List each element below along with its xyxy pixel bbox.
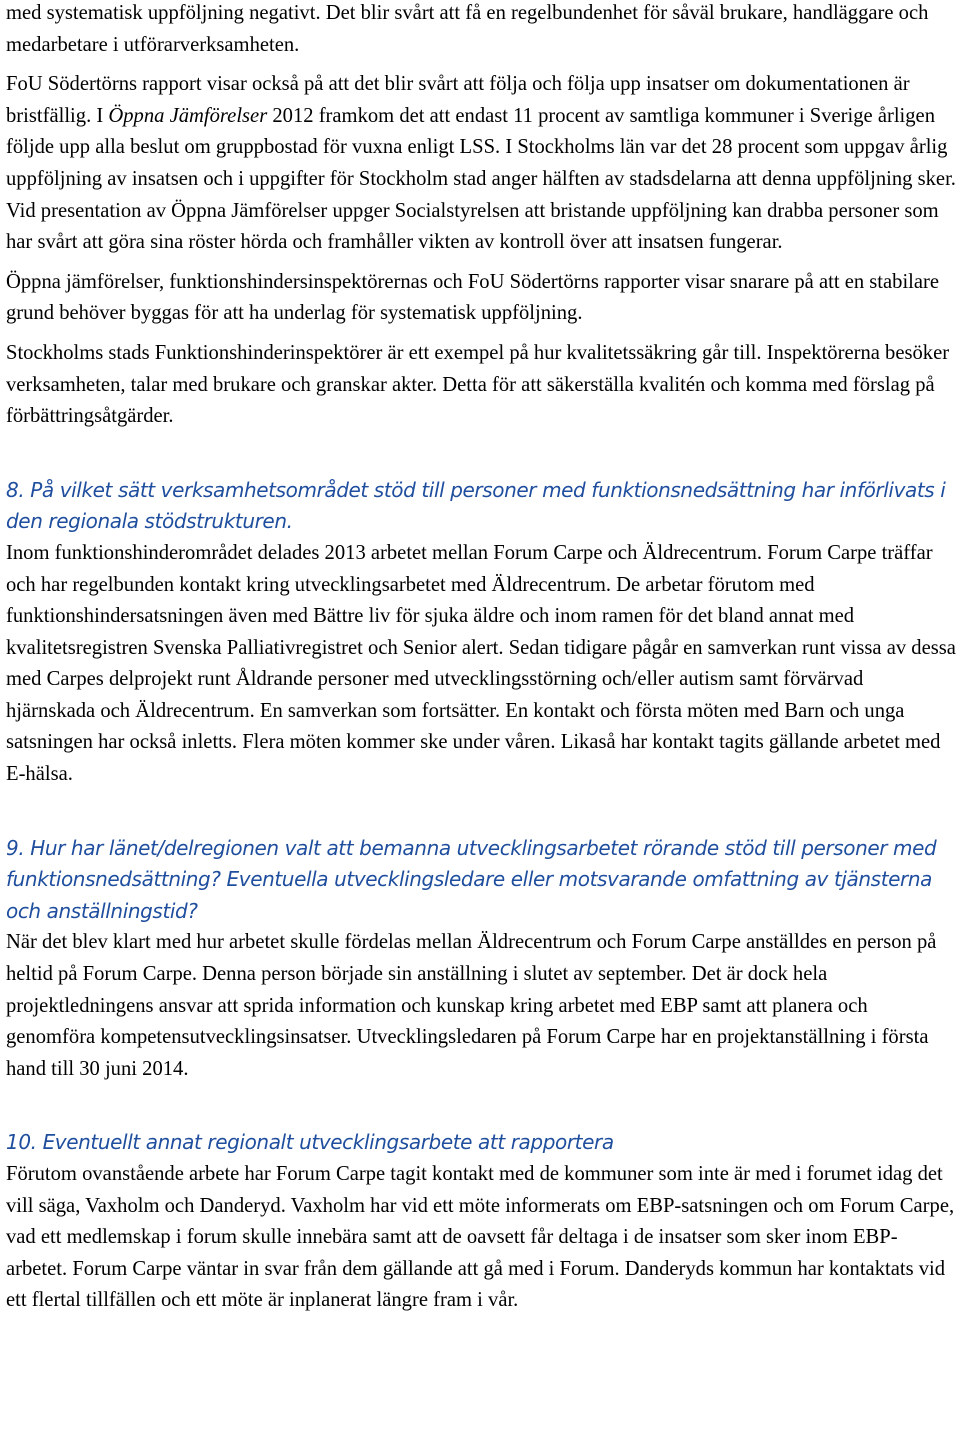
- open-comparisons-emphasis: Öppna Jämförelser: [108, 104, 268, 127]
- section-10-heading: 10. Eventuellt annat regionalt utvecklingsarbete att rapportera: [6, 1130, 614, 1155]
- paragraph-fou-report-text-b: 2012 framkom det att endast 11 procent av samtliga kommuner i Sverige årligen följde upp alla beslut om gruppbostad för vuxna enligt LSS. I Stockholms län var det 28 procent som uppgav årlig uppföljning av insatsen och i uppgifter för Stockholm stad anger hälften av stadsdelarna att denna uppföljning sker. Vid presentation av Öppna Jämförelser uppger Socialstyrelsen att bristande uppföljning kan drabba personer som har svårt att göra sina röster hörda och framhåller vikten av kontroll över att insatsen fungerar.: [6, 104, 956, 254]
- section-8-heading: 8. På vilket sätt verksamhetsområdet stöd till personer med funktionsnedsättning har införlivats i den regionala stödstrukturen.: [6, 477, 946, 534]
- paragraph-comparisons: Öppna jämförelser, funktionshindersinspektörernas och FoU Södertörns rapporter visar snarare på att en stabilare grund behöver byggas för att ha underlag för systematisk uppföljning.: [6, 270, 940, 325]
- paragraph-inspectors: Stockholms stads Funktionshinderinspektörer är ett exempel på hur kvalitetssäkring går till. Inspektörerna besöker verksamheten, talar med brukare och granskar akter. Detta för att säkerställa kvalitén och komma med förslag på förbättringsåtgärder.: [6, 341, 950, 428]
- section-9-text: När det blev klart med hur arbetet skulle fördelas mellan Äldrecentrum och Forum Carpe anställdes en person på heltid på Forum Carpe. Denna person började sin anställning i slutet av september. Det är dock hela projektledningens ansvar att sprida information och kunskap kring arbetet med EBP samt att planera och genomföra kompetensutvecklingsinsatser. Utvecklingsledaren på Forum Carpe har en projektanställning i första hand till 30 juni 2014.: [6, 931, 937, 1080]
- document-page: [6, 0, 956, 1317]
- paragraph-fou-report-text-a: FoU Södertörns rapport visar också på att det blir svårt att följa och följa upp insatser om dokumentationen är bristfällig. I: [6, 73, 910, 127]
- paragraph-intro: med systematisk uppföljning negativt. Det blir svårt att få en regelbundenhet för såväl brukare, handläggare och medarbetare i utförarverksamheten.: [6, 2, 929, 56]
- section-9-heading: 9. Hur har länet/delregionen valt att bemanna utvecklingsarbetet rörande stöd till personer med funktionsnedsättning? Eventuella utvecklingsledare eller motsvarande omfattning av tjänsterna och anställningstid?: [6, 835, 937, 923]
- section-8-text: Inom funktionshinderområdet delades 2013 arbetet mellan Forum Carpe och Äldrecentrum. Forum Carpe träffar och har regelbunden kontakt kring utvecklingsarbetet med Äldrecentrum. De arbetar förutom med funktionshindersatsningen även med Bättre liv för sjuka äldre och inom ramen för det bland annat med kvalitetsregistren Svenska Palliativregistret och Senior alert. Sedan tidigare pågår en samverkan runt vissa av dessa med Carpes delprojekt runt Åldrande personer med utvecklingsstörning och/eller autism samt förvärvad hjärnskada och Äldrecentrum. En samverkan som fortsätter. En kontakt och första möten med Barn och unga satsningen har också inletts. Flera möten kommer ske under våren. Likaså har kontakt tagits gällande arbetet med E-hälsa.: [6, 541, 956, 786]
- section-10-text: Förutom ovanstående arbete har Forum Carpe tagit kontakt med de kommuner som inte är med i forumet idag det vill säga, Vaxholm och Danderyd. Vaxholm har vid ett möte informerats om EBP-satsningen och om Forum Carpe, vad ett medlemskap i forum skulle innebära samt att de oavsett får deltaga i de insatser som sker inom EBP-arbetet. Forum Carpe väntar in svar från dem gällande att gå med i Forum. Danderyds kommun har kontaktats vid ett flertal tillfällen och ett möte är inplanerat längre fram i vår.: [6, 1163, 955, 1312]
- paragraph-fou-report: [6, 69, 956, 259]
